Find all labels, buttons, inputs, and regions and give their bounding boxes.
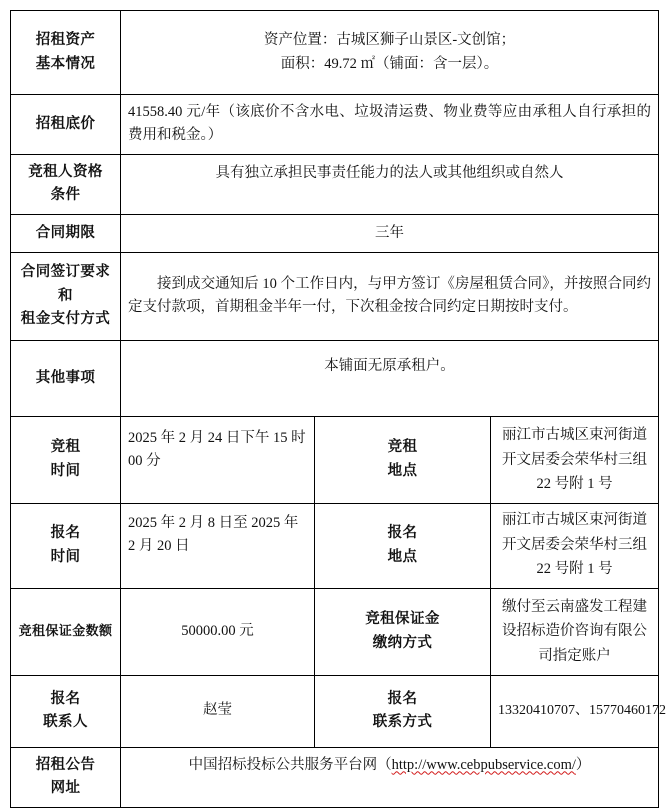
- row-value-base-price: 41558.40 元/年（该底价不含水电、垃圾清运费、物业费等应由承租人自行承担的费用和税金。）: [121, 95, 659, 155]
- row-label-bid-time-line1: 竞租: [50, 439, 81, 456]
- table-row-signing: [11, 252, 659, 340]
- row-label-contact-method-line2: 联系方式: [372, 714, 433, 731]
- row-label-qualification-line1: 竞租人资格: [28, 163, 103, 180]
- row-label-asset-line1: 招租资产: [35, 32, 96, 49]
- row-label-contact-method: [315, 675, 491, 747]
- table-row-announcement-url: [11, 747, 659, 807]
- row-label-announcement-url: [11, 747, 121, 807]
- row-label-contract-term: 合同期限: [11, 214, 121, 252]
- row-value-register-place: 丽江市古城区束河街道开文居委会荣华村三组 22 号附 1 号: [491, 503, 659, 588]
- row-label-signing: [11, 252, 121, 340]
- row-label-register-place-line2: 地点: [387, 548, 418, 565]
- row-label-deposit-method: [315, 588, 491, 675]
- row-label-contact-person: [11, 675, 121, 747]
- row-value-contact-person: 赵莹: [121, 675, 315, 747]
- row-label-deposit-method-line2: 缴纳方式: [372, 634, 433, 651]
- row-label-asset-line2: 基本情况: [35, 55, 96, 72]
- row-label-bid-place-line2: 地点: [387, 462, 418, 479]
- row-value-qualification: 具有独立承担民事责任能力的法人或其他组织或自然人: [121, 154, 659, 214]
- table-row-deposit: [11, 588, 659, 675]
- table-row-register-time: [11, 503, 659, 588]
- row-label-qualification: [11, 154, 121, 214]
- row-label-bid-time: [11, 416, 121, 503]
- asset-area-text: 面积：49.72 ㎡（铺面：含一层）。: [280, 55, 499, 72]
- table-row-bid-time: [11, 416, 659, 503]
- row-value-register-time: 2025 年 2 月 8 日至 2025 年 2 月 20 日: [121, 503, 315, 588]
- row-value-other: 本铺面无原承租户。: [121, 340, 659, 416]
- row-value-bid-time: 2025 年 2 月 24 日下午 15 时 00 分: [121, 416, 315, 503]
- table-row-asset: [11, 11, 659, 95]
- row-value-announcement-url: [121, 747, 659, 807]
- table-row-base-price: [11, 95, 659, 155]
- row-label-bid-place-line1: 竞租: [387, 439, 418, 456]
- row-label-register-place-line1: 报名: [387, 525, 418, 542]
- row-label-deposit-method-line1: 竞租保证金: [365, 611, 440, 628]
- table-row-other: [11, 340, 659, 416]
- row-label-bid-time-line2: 时间: [50, 462, 81, 479]
- row-label-contact-method-line1: 报名: [387, 690, 418, 707]
- announcement-url-link[interactable]: http://www.cebpubservice.com/: [391, 756, 576, 773]
- asset-location-text: 资产位置：古城区狮子山景区-文创馆；: [263, 32, 516, 49]
- row-label-announcement-url-line2: 网址: [50, 780, 81, 797]
- row-label-signing-line1: 合同签订要求和: [20, 264, 111, 304]
- row-label-contact-person-line2: 联系人: [43, 714, 88, 731]
- tender-info-table: [10, 10, 666, 808]
- row-value-asset: [121, 11, 659, 95]
- table-row-contract-term: [11, 214, 659, 252]
- row-label-qualification-line2: 条件: [50, 187, 81, 204]
- row-value-signing: 接到成交通知后 10 个工作日内，与甲方签订《房屋租赁合同》，并按照合同约定支付款项，首期租金半年一付，下次租金按合同约定日期按时支付。: [121, 252, 659, 340]
- row-value-contact-method: 13320410707、15770460172: [491, 675, 659, 747]
- row-label-announcement-url-line1: 招租公告: [35, 756, 96, 773]
- table-row-contact: [11, 675, 659, 747]
- row-label-register-time-line2: 时间: [50, 548, 81, 565]
- row-value-deposit-amount: 50000.00 元: [121, 588, 315, 675]
- row-label-base-price: 招租底价: [11, 95, 121, 155]
- row-value-contract-term: 三年: [121, 214, 659, 252]
- row-label-other: 其他事项: [11, 340, 121, 416]
- row-label-contact-person-line1: 报名: [50, 690, 81, 707]
- row-value-deposit-method: 缴付至云南盛发工程建设招标造价咨询有限公司指定账户: [491, 588, 659, 675]
- table-row-qualification: [11, 154, 659, 214]
- row-label-deposit-amount: 竞租保证金数额: [11, 588, 121, 675]
- row-label-register-time-line1: 报名: [50, 525, 81, 542]
- row-value-bid-place: 丽江市古城区束河街道开文居委会荣华村三组 22 号附 1 号: [491, 416, 659, 503]
- row-label-bid-place: [315, 416, 491, 503]
- row-label-register-place: [315, 503, 491, 588]
- row-label-asset: [11, 11, 121, 95]
- row-label-signing-line2: 租金支付方式: [20, 311, 111, 328]
- announcement-url-prefix: 中国招标投标公共服务平台网（: [188, 756, 392, 773]
- announcement-url-suffix: ）: [575, 756, 591, 773]
- row-label-register-time: [11, 503, 121, 588]
